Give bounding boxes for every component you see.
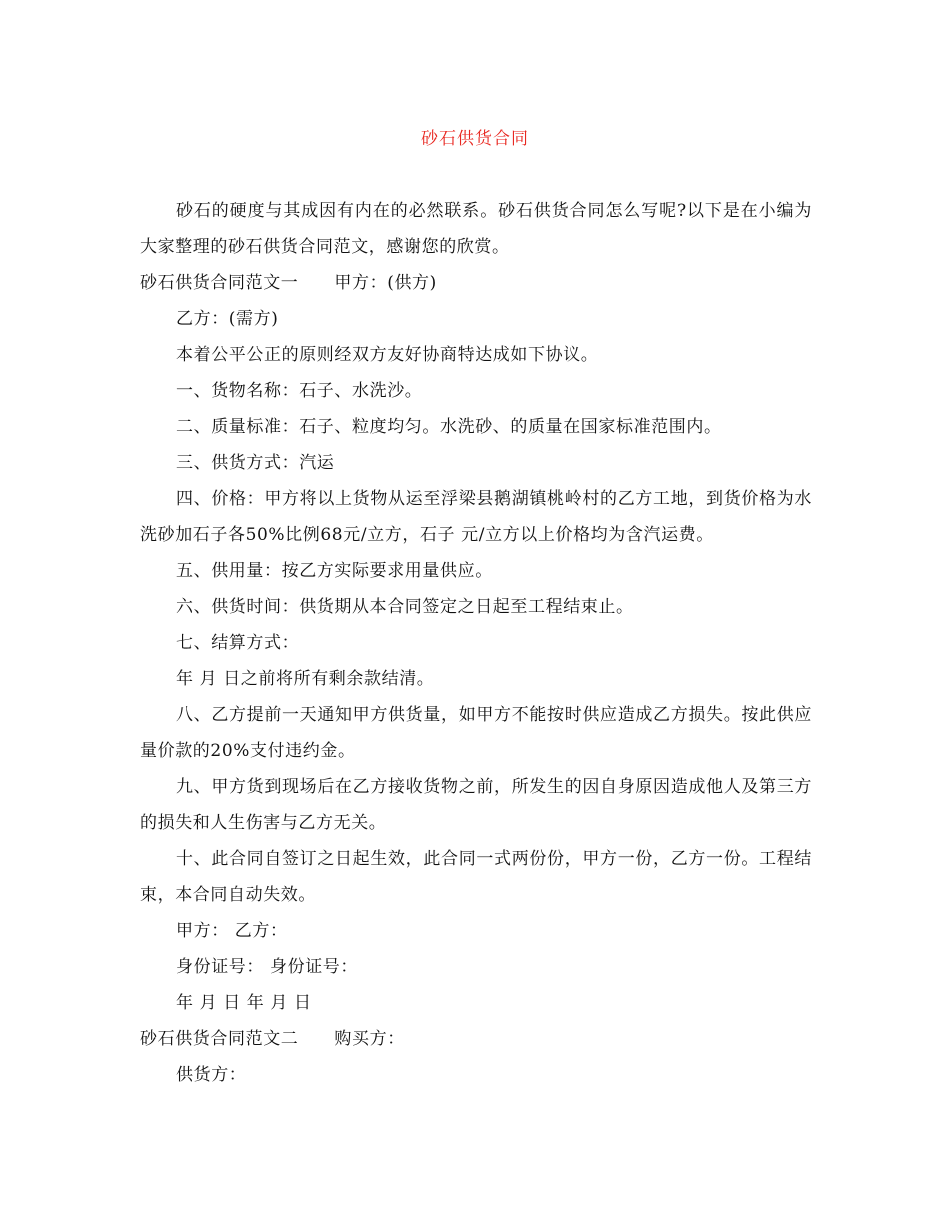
sample1-heading-line [140, 265, 812, 301]
clause-penalty: 八、乙方提前一天通知甲方供货量，如甲方不能按时供应造成乙方损失。按此供应量价款的20%支付违约金。 [140, 705, 812, 761]
clause-goods-name: 一、货物名称：石子、水洗沙。 [176, 381, 423, 401]
document-title: 砂石供货合同 [421, 129, 529, 149]
supplier-line: 供货方： [176, 1065, 247, 1085]
agreement-line: 本着公平公正的原则经双方友好协商特达成如下协议。 [176, 345, 599, 365]
clause-settlement-date: 年 月 日之前将所有剩余款结清。 [176, 669, 435, 689]
document-body [140, 193, 812, 1093]
party-a-line: 甲方：(供方) [334, 273, 437, 293]
buyer-line: 购买方： [334, 1029, 405, 1049]
clause-quantity: 五、供用量：按乙方实际要求用量供应。 [176, 561, 493, 581]
clause-price: 四、价格：甲方将以上货物从运至浮梁县鹅湖镇桃岭村的乙方工地，到货价格为水洗砂加石子各50%比例68元/立方，石子 元/立方以上价格均为含汽运费。 [140, 489, 812, 545]
signature-parties: 甲方： 乙方： [176, 921, 288, 941]
clause-liability: 九、甲方货到现场后在乙方接收货物之前，所发生的因自身原因造成他人及第三方的损失和人生伤害与乙方无关。 [140, 777, 812, 833]
signature-dates: 年 月 日 年 月 日 [176, 993, 312, 1013]
party-b-line: 乙方：(需方) [176, 309, 279, 329]
clause-effective: 十、此合同自签订之日起生效，此合同一式两份份，甲方一份，乙方一份。工程结束，本合同自动失效。 [140, 849, 812, 905]
signature-ids: 身份证号： 身份证号： [176, 957, 359, 977]
clause-delivery-time: 六、供货时间：供货期从本合同签定之日起至工程结束止。 [176, 597, 634, 617]
clause-settlement: 七、结算方式： [176, 633, 300, 653]
clause-quality: 二、质量标准：石子、粒度均匀。水洗砂、的质量在国家标准范围内。 [176, 417, 722, 437]
intro-paragraph: 砂石的硬度与其成因有内在的必然联系。砂石供货合同怎么写呢?以下是在小编为大家整理的砂石供货合同范文，感谢您的欣赏。 [140, 201, 812, 257]
clause-delivery-method: 三、供货方式：汽运 [176, 453, 335, 473]
sample1-heading: 砂石供货合同范文一 [140, 273, 299, 293]
sample2-heading: 砂石供货合同范文二 [140, 1029, 299, 1049]
sample2-heading-line [140, 1021, 812, 1057]
